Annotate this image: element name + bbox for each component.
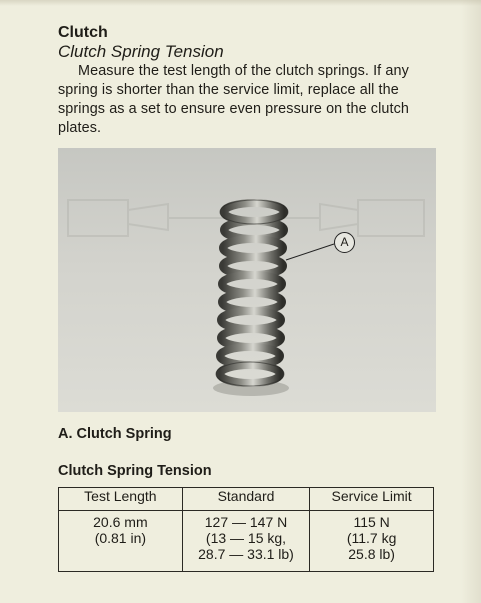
clutch-spring-photo [58,148,436,412]
table-row [59,511,434,572]
test-length-metric: 20.6 mm [93,514,148,530]
standard-kg: (13 — 15 kg, [205,530,287,546]
header-service-limit: Service Limit [310,488,434,511]
section-heading: Clutch [58,24,108,41]
figure-caption: A. Clutch Spring [58,426,172,442]
spec-table-title: Clutch Spring Tension [58,463,212,479]
section-subheading: Clutch Spring Tension [58,42,224,61]
cell-test-length [59,511,183,572]
spec-table-header-row [59,488,434,511]
service-limit-newtons: 115 N [353,514,390,530]
callout-leader-line [286,244,334,260]
standard-lb: 28.7 — 33.1 lb) [198,546,294,562]
cell-standard [182,511,310,572]
header-test-length: Test Length [59,488,183,511]
test-length-imperial: (0.81 in) [94,530,147,546]
callout-a-label: A [334,232,355,253]
spring-coils [220,203,284,383]
cell-service-limit [310,511,434,572]
standard-newtons: 127 — 147 N [204,514,288,530]
page-top-edge [0,0,481,6]
clutch-spring-illustration [58,148,436,412]
instruction-paragraph: Measure the test length of the clutch springs. If any spring is shorter than the service limit, replace all the springs as a set to ensure even pressure on the clutch plates. [58,63,409,136]
service-limit-lb: 25.8 lb) [348,546,395,562]
service-limit-kg: (11.7 kg [346,530,397,546]
page-edge-shading [461,0,481,603]
spec-table [58,487,434,572]
header-standard: Standard [182,488,310,511]
